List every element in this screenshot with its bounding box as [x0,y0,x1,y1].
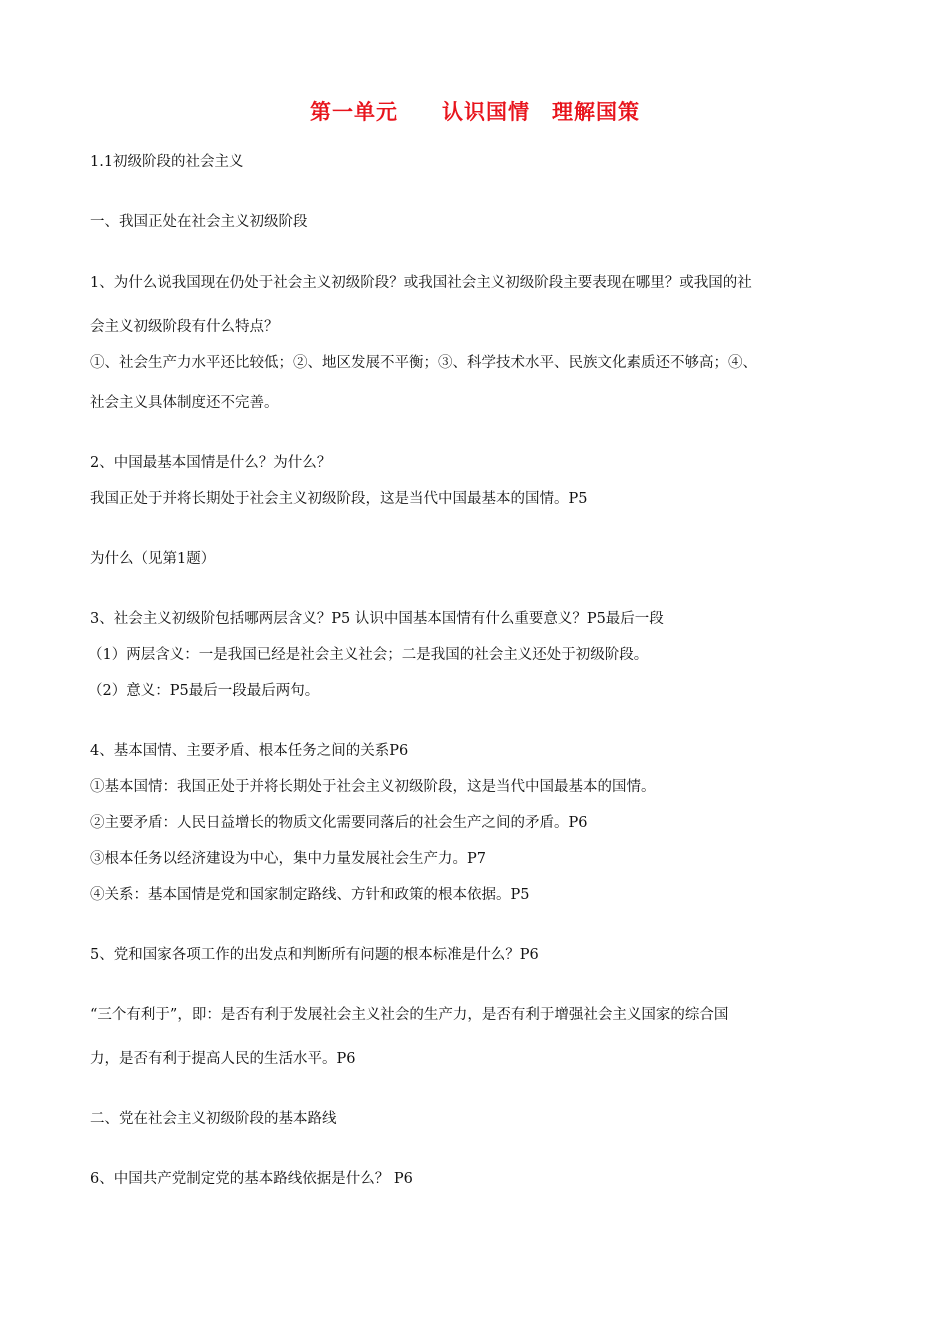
answer-4-item-2: ②主要矛盾：人民日益增长的物质文化需要同落后的社会生产之间的矛盾。P6 [90,815,588,831]
answer-5: “三个有利于”，即：是否有利于发展社会主义社会的生产力，是否有利于增强社会主义国家的综合国 [90,1007,729,1023]
answer-2-why: 为什么（见第1题） [90,551,216,567]
answer-1: ①、社会生产力水平还比较低；②、地区发展不平衡；③、科学技术水平、民族文化素质还不够高；④、 [90,355,757,371]
question-4: 4、基本国情、主要矛盾、根本任务之间的关系P6 [90,743,409,759]
question-2: 2、中国最基本国情是什么？为什么？ [90,455,332,471]
answer-4-item-4: ④关系：基本国情是党和国家制定路线、方针和政策的根本依据。P5 [90,887,530,903]
answer-1-cont: 社会主义具体制度还不完善。 [90,395,279,411]
chapter-heading: 一、我国正处在社会主义初级阶段 [90,214,308,230]
answer-5-cont: 力，是否有利于提高人民的生活水平。P6 [90,1051,356,1067]
answer-3-part-1: （1）两层含义：一是我国已经是社会主义社会；二是我国的社会主义还处于初级阶段。 [88,647,649,663]
page-title: 第一单元 认识国情 理解国策 [310,100,640,124]
chapter-heading-2: 二、党在社会主义初级阶段的基本路线 [90,1111,337,1127]
answer-4-item-1: ①基本国情：我国正处于并将长期处于社会主义初级阶段，这是当代中国最基本的国情。 [90,779,656,795]
section-heading: 1.1初级阶段的社会主义 [90,154,244,170]
answer-2: 我国正处于并将长期处于社会主义初级阶段，这是当代中国最基本的国情。P5 [90,491,588,507]
question-1-cont: 会主义初级阶段有什么特点？ [90,319,279,335]
question-1: 1、为什么说我国现在仍处于社会主义初级阶段？或我国社会主义初级阶段主要表现在哪里？或我国的社 [90,275,752,291]
question-3: 3、社会主义初级阶包括哪两层含义？P5 认识中国基本国情有什么重要意义？P5最后一段 [90,611,664,627]
answer-3-part-2: （2）意义：P5最后一段最后两句。 [88,683,320,699]
answer-4-item-3: ③根本任务以经济建设为中心，集中力量发展社会生产力。P7 [90,851,486,867]
question-6: 6、中国共产党制定党的基本路线依据是什么？ P6 [90,1171,413,1187]
question-5: 5、党和国家各项工作的出发点和判断所有问题的根本标准是什么？P6 [90,947,539,963]
